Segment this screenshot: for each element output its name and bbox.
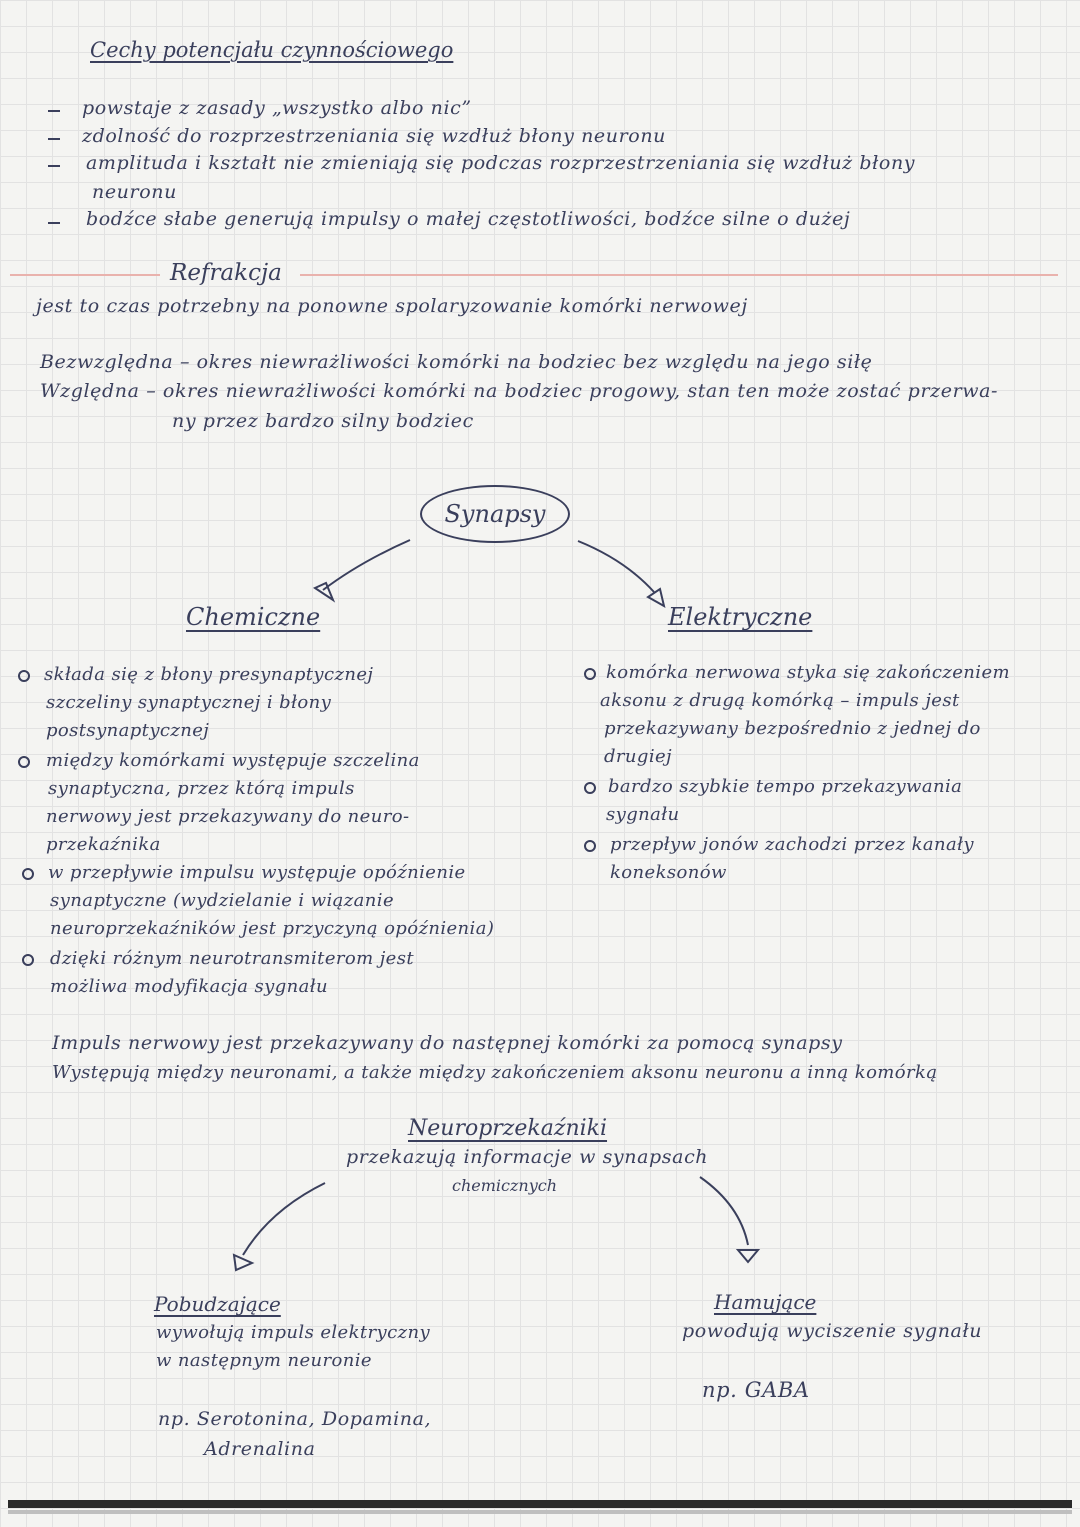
chem-bullet-3	[22, 868, 34, 880]
scan-edge-shadow	[8, 1510, 1072, 1514]
neuro-subtitle-2: chemicznych	[452, 1176, 558, 1195]
elek-line-3: przekazywany bezpośrednio z jednej do	[604, 718, 981, 739]
arrowhead-elektryczne	[648, 589, 664, 606]
hamujace-example: np. GABA	[702, 1378, 810, 1402]
chem-line-10: neuroprzekaźników jest przyczyną opóźnienia)	[50, 918, 495, 939]
chem-line-2: szczeliny synaptycznej i błony	[46, 692, 332, 713]
chem-bullet-1	[18, 670, 30, 682]
arrowhead-hamujace	[738, 1250, 758, 1262]
impuls-line-1: Impuls nerwowy jest przekazywany do następnej komórki za pomocą synapsy	[52, 1032, 843, 1054]
elektryczne-heading: Elektryczne	[668, 603, 813, 631]
refrakcja-wzgledna-cont: ny przez bardzo silny bodziec	[172, 410, 474, 432]
elek-line-4: drugiej	[604, 746, 673, 767]
pobudzajace-line-2: w następnym neuronie	[156, 1350, 372, 1371]
elek-line-6: sygnału	[606, 804, 680, 825]
cechy-item-3: amplituda i kształt nie zmieniają się podczas rozprzestrzeniania się wzdłuż błony	[86, 152, 916, 174]
elek-line-7: przepływ jonów zachodzi przez kanały	[610, 834, 974, 855]
arrow-to-chemiczne	[323, 540, 410, 590]
impuls-line-2: Występują między neuronami, a także między zakończeniem aksonu neuronu a inną komórką	[52, 1062, 938, 1083]
chem-bullet-2	[18, 756, 30, 768]
cechy-item-1: powstaje z zasady „wszystko albo nic”	[82, 97, 472, 119]
arrow-to-hamujace	[700, 1177, 748, 1245]
elek-bullet-3	[584, 840, 596, 852]
chem-line-1: składa się z błony presynaptycznej	[44, 664, 374, 685]
arrowhead-pobudzajace	[234, 1255, 252, 1270]
pobudzajace-line-1: wywołują impuls elektryczny	[156, 1322, 431, 1343]
refrakcja-wzgledna: Względna – okres niewrażliwości komórki na bodziec progowy, stan ten może zostać przerwa-	[40, 380, 999, 402]
chem-bullet-4	[22, 954, 34, 966]
neuro-title: Neuroprzekaźniki	[408, 1116, 608, 1141]
scan-edge-bar	[8, 1500, 1072, 1508]
chem-line-12: możliwa modyfikacja sygnału	[50, 976, 329, 997]
section-title-refrakcja: Refrakcja	[170, 260, 282, 286]
refrakcja-bezwzgledna: Bezwzględna – okres niewrażliwości komórki na bodziec bez względu na jego siłę	[40, 351, 873, 373]
hamujace-heading: Hamujące	[714, 1290, 817, 1314]
cechy-item-2: zdolność do rozprzestrzeniania się wzdłuż błony neuronu	[82, 125, 666, 147]
section-title-cechy: Cechy potencjału czynnościowego	[90, 38, 454, 62]
chem-line-7: przekaźnika	[46, 834, 161, 855]
chem-line-4: między komórkami występuje szczelina	[46, 750, 420, 771]
chem-line-6: nerwowy jest przekazywany do neuro-	[46, 806, 410, 827]
chem-line-5: synaptyczna, przez którą impuls	[48, 778, 355, 799]
chem-line-9: synaptyczne (wydzielanie i wiązanie	[50, 890, 395, 911]
refrakcja-definition: jest to czas potrzebny na ponowne spolaryzowanie komórki nerwowej	[36, 295, 748, 317]
elek-bullet-1	[584, 668, 596, 680]
pobudzajace-heading: Pobudzające	[154, 1292, 281, 1316]
hamujace-line: powodują wyciszenie sygnału	[682, 1320, 983, 1342]
elek-line-8: koneksonów	[610, 862, 727, 883]
cechy-item-4: bodźce słabe generują impulsy o małej częstotliwości, bodźce silne o dużej	[86, 208, 851, 230]
cechy-item-3-cont: neuronu	[92, 181, 177, 203]
synapsy-label: Synapsy	[444, 500, 546, 528]
chemiczne-heading: Chemiczne	[186, 603, 321, 631]
arrow-to-pobudzajace	[243, 1183, 325, 1255]
chem-line-11: dzięki różnym neurotransmiterom jest	[50, 948, 415, 969]
elek-line-2: aksonu z drugą komórką – impuls jest	[600, 690, 960, 711]
elek-bullet-2	[584, 782, 596, 794]
chem-line-3: postsynaptycznej	[46, 720, 210, 741]
neuro-subtitle-1: przekazują informacje w synapsach	[346, 1146, 709, 1168]
arrow-to-elektryczne	[578, 541, 654, 592]
chem-line-8: w przepływie impulsu występuje opóźnienie	[48, 862, 466, 883]
elek-line-5: bardzo szybkie tempo przekazywania	[608, 776, 963, 797]
pobudzajace-example-2: Adrenalina	[204, 1438, 316, 1460]
pobudzajace-example-1: np. Serotonina, Dopamina,	[158, 1408, 432, 1430]
elek-line-1: komórka nerwowa styka się zakończeniem	[606, 662, 1010, 683]
